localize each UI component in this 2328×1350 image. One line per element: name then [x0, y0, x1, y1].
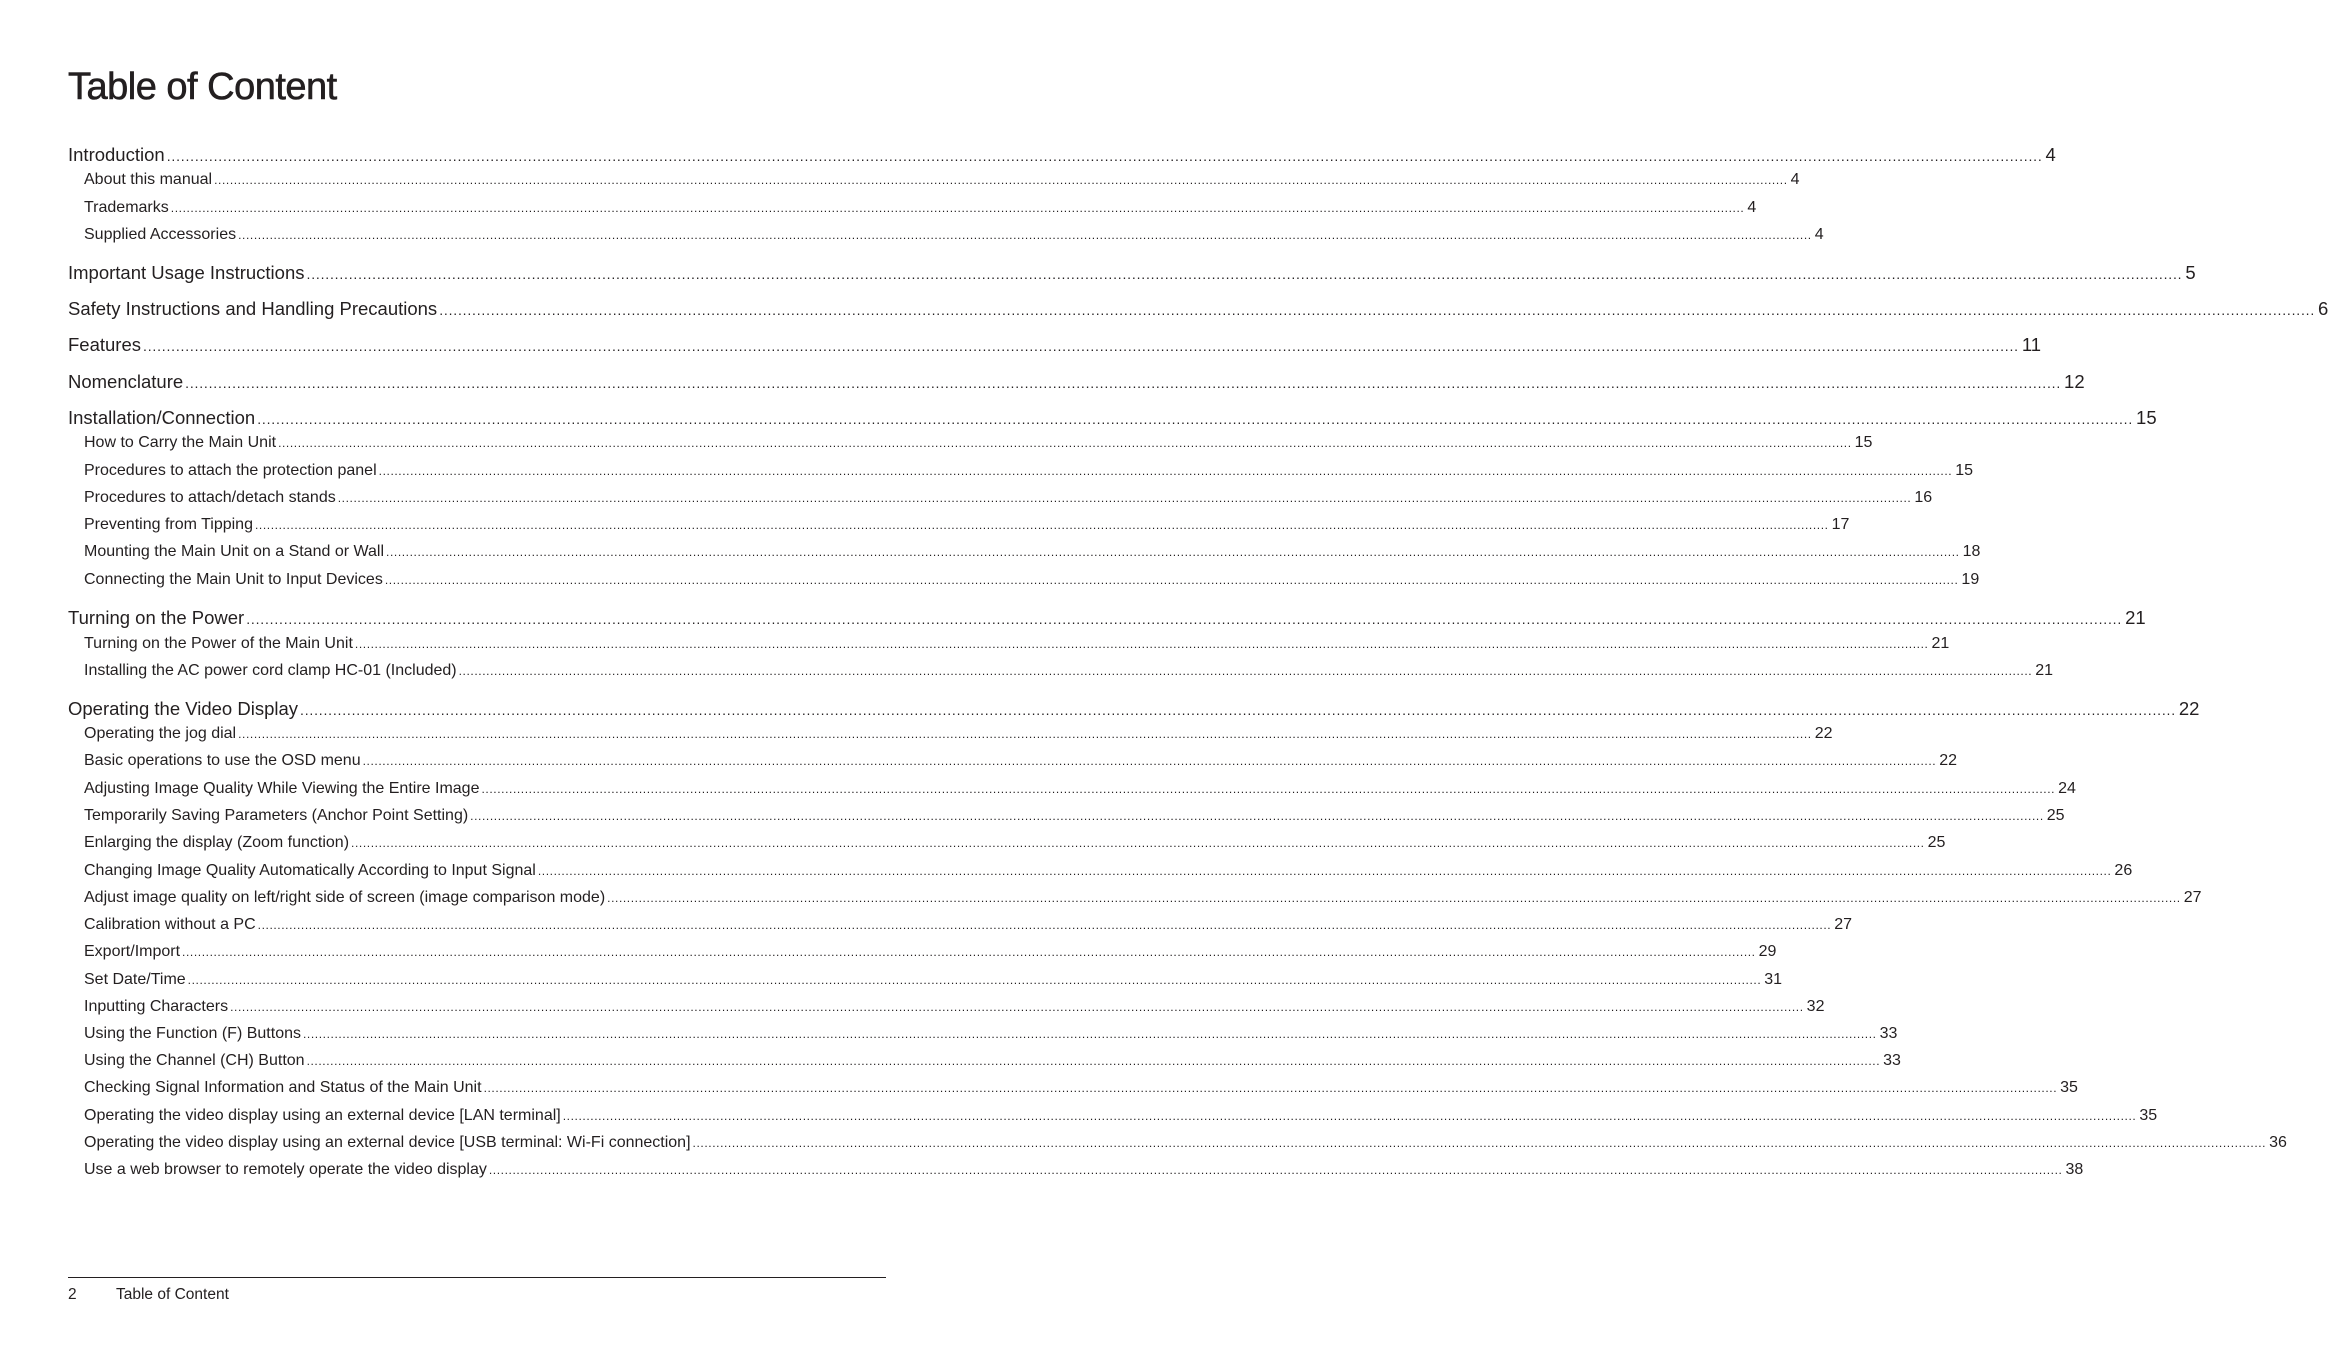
- toc-entry-chapter[interactable]: [68, 605, 2146, 631]
- toc-entry-page: 24: [2058, 780, 2076, 797]
- toc-entry-title: Procedures to attach the protection panel: [84, 462, 377, 479]
- toc-entry-title: Procedures to attach/detach stands: [84, 489, 336, 506]
- toc-entry-section[interactable]: [84, 750, 1957, 772]
- toc-entry-page: 6: [2318, 298, 2328, 319]
- toc-leader-dots: ................................................................................................................................................................................................................................................................................................................................................................................................................: [470, 809, 2044, 823]
- toc-entry-title: Checking Signal Information and Status of the Main Unit: [84, 1079, 482, 1096]
- toc-entry-title: About this manual: [84, 171, 213, 188]
- toc-entry-title: Adjusting Image Quality While Viewing the Entire Image: [84, 780, 480, 797]
- toc-entry-title: Important Usage Instructions: [68, 262, 305, 283]
- toc-leader-dots: ................................................................................................................................................................................................................................................................................................................................................................................................................: [238, 727, 1812, 741]
- footer-label: Table of Content: [116, 1286, 229, 1303]
- toc-leader-dots: ................................................................................................................................................................................................................................................................................................................................................................................................................: [257, 411, 2134, 427]
- toc-entry-section[interactable]: [84, 487, 1933, 509]
- toc-entry-chapter[interactable]: [68, 696, 2200, 722]
- toc-entry-chapter[interactable]: [68, 296, 2328, 322]
- toc-entry-page: 4: [1814, 226, 1824, 243]
- toc-entry-section[interactable]: [84, 224, 1824, 246]
- toc-entry-section[interactable]: [84, 1077, 2078, 1099]
- toc-leader-dots: ................................................................................................................................................................................................................................................................................................................................................................................................................: [483, 1081, 2058, 1095]
- toc-entry-section[interactable]: [84, 1050, 1901, 1072]
- toc-entry-chapter[interactable]: [68, 405, 2157, 431]
- toc-leader-dots: ................................................................................................................................................................................................................................................................................................................................................................................................................: [458, 664, 2033, 678]
- toc-entry-chapter[interactable]: [68, 142, 2056, 168]
- toc-leader-dots: ................................................................................................................................................................................................................................................................................................................................................................................................................: [230, 1000, 1804, 1014]
- toc-leader-dots: ................................................................................................................................................................................................................................................................................................................................................................................................................: [362, 754, 1937, 768]
- toc-entry-title: Operating the video display using an external device [USB terminal: Wi-Fi connection]: [84, 1134, 691, 1151]
- toc-entry-section[interactable]: [84, 832, 1946, 854]
- toc-entry-title: Export/Import: [84, 943, 181, 960]
- toc-leader-dots: ................................................................................................................................................................................................................................................................................................................................................................................................................: [187, 973, 1762, 987]
- toc-entry-page: 27: [1834, 916, 1853, 933]
- toc-leader-dots: ................................................................................................................................................................................................................................................................................................................................................................................................................: [692, 1136, 2267, 1150]
- toc-entry-page: 25: [1927, 834, 1946, 851]
- toc-leader-dots: ................................................................................................................................................................................................................................................................................................................................................................................................................: [254, 518, 1829, 532]
- footer-page-number: 2: [68, 1286, 77, 1303]
- toc-entry-page: 33: [1883, 1052, 1901, 1069]
- toc-entry-title: Inputting Characters: [84, 998, 229, 1015]
- toc-entry-title: Safety Instructions and Handling Precautions: [68, 298, 438, 319]
- toc-entry-title: Features: [68, 334, 142, 355]
- toc-leader-dots: ................................................................................................................................................................................................................................................................................................................................................................................................................: [306, 1054, 1881, 1068]
- toc-leader-dots: ................................................................................................................................................................................................................................................................................................................................................................................................................: [354, 637, 1929, 651]
- toc-entry-page: 27: [2183, 889, 2202, 906]
- toc-entry-page: 4: [1747, 199, 1757, 216]
- toc-entry-page: 11: [2021, 334, 2042, 355]
- toc-entry-chapter[interactable]: [68, 332, 2042, 358]
- toc-entry-section[interactable]: [84, 1105, 2158, 1127]
- toc-entry-section[interactable]: [84, 805, 2065, 827]
- toc-entry-section[interactable]: [84, 197, 1757, 219]
- toc-entry-title: Enlarging the display (Zoom function): [84, 834, 350, 851]
- toc-entry-title: Use a web browser to remotely operate the video display: [84, 1161, 487, 1178]
- toc-entry-title: Using the Function (F) Buttons: [84, 1025, 301, 1042]
- toc-entry-page: 33: [1879, 1025, 1898, 1042]
- toc-entry-page: 15: [1955, 462, 1974, 479]
- toc-entry-page: 22: [1939, 752, 1957, 769]
- toc-entry-title: Connecting the Main Unit to Input Devices: [84, 571, 383, 588]
- toc-leader-dots: ................................................................................................................................................................................................................................................................................................................................................................................................................: [337, 491, 1912, 505]
- toc-entry-section[interactable]: [84, 660, 2054, 682]
- toc-leader-dots: ................................................................................................................................................................................................................................................................................................................................................................................................................: [306, 266, 2183, 282]
- toc-entry-section[interactable]: [84, 723, 1833, 745]
- toc-leader-dots: ................................................................................................................................................................................................................................................................................................................................................................................................................: [238, 228, 1812, 242]
- toc-entry-title: Mounting the Main Unit on a Stand or Wall: [84, 543, 385, 560]
- toc-entry-title: Set Date/Time: [84, 971, 186, 988]
- toc-entry-chapter[interactable]: [68, 260, 2196, 286]
- toc-entry-page: 22: [2178, 698, 2200, 719]
- toc-leader-dots: ................................................................................................................................................................................................................................................................................................................................................................................................................: [386, 545, 1960, 559]
- toc-leader-dots: ................................................................................................................................................................................................................................................................................................................................................................................................................: [170, 201, 1745, 215]
- toc-entry-title: Operating the video display using an external device [LAN terminal]: [84, 1107, 561, 1124]
- toc-leader-dots: ................................................................................................................................................................................................................................................................................................................................................................................................................: [562, 1109, 2137, 1123]
- toc-entry-section[interactable]: [84, 1132, 2287, 1154]
- toc-entry-title: Using the Channel (CH) Button: [84, 1052, 305, 1069]
- toc-entry-section[interactable]: [84, 569, 1980, 591]
- toc-entry-section[interactable]: [84, 969, 1783, 991]
- toc-entry-section[interactable]: [84, 541, 1981, 563]
- toc-entry-page: 22: [1814, 725, 1833, 742]
- toc-entry-title: Trademarks: [84, 199, 169, 216]
- toc-leader-dots: ................................................................................................................................................................................................................................................................................................................................................................................................................: [439, 302, 2316, 318]
- toc-leader-dots: ................................................................................................................................................................................................................................................................................................................................................................................................................: [351, 836, 1925, 850]
- toc-entry-page: 31: [1764, 971, 1783, 988]
- toc-entry-section[interactable]: [84, 432, 1873, 454]
- toc-entry-title: Operating the Video Display: [68, 698, 299, 719]
- toc-entry-page: 38: [2065, 1161, 2084, 1178]
- toc-entry-title: How to Carry the Main Unit: [84, 434, 277, 451]
- toc-leader-dots: ................................................................................................................................................................................................................................................................................................................................................................................................................: [481, 782, 2056, 796]
- toc-entry-title: Turning on the Power: [68, 607, 245, 628]
- toc-entry-title: Adjust image quality on left/right side of screen (image comparison mode): [84, 889, 606, 906]
- toc-entry-page: 21: [1931, 635, 1950, 652]
- toc-entry-page: 36: [2269, 1134, 2287, 1151]
- toc-entry-page: 32: [1806, 998, 1825, 1015]
- toc-leader-dots: ................................................................................................................................................................................................................................................................................................................................................................................................................: [378, 464, 1953, 478]
- toc-entry-page: 16: [1914, 489, 1933, 506]
- toc-entry-title: Basic operations to use the OSD menu: [84, 752, 361, 769]
- toc-leader-dots: ................................................................................................................................................................................................................................................................................................................................................................................................................: [166, 148, 2043, 164]
- toc-entry-page: 5: [2185, 262, 2196, 283]
- toc-entry-section[interactable]: [84, 514, 1850, 536]
- toc-leader-dots: ................................................................................................................................................................................................................................................................................................................................................................................................................: [182, 945, 1756, 959]
- footer-divider: [68, 1277, 886, 1278]
- toc-leader-dots: ................................................................................................................................................................................................................................................................................................................................................................................................................: [488, 1163, 2063, 1177]
- toc-entry-title: Installing the AC power cord clamp HC-01 (Included): [84, 662, 457, 679]
- toc-entry-title: Calibration without a PC: [84, 916, 256, 933]
- toc-entry-title: Installation/Connection: [68, 407, 256, 428]
- toc-entry-page: 21: [2125, 607, 2146, 628]
- toc-leader-dots: ................................................................................................................................................................................................................................................................................................................................................................................................................: [384, 573, 1959, 587]
- toc-entry-page: 15: [1854, 434, 1873, 451]
- toc-entry-section[interactable]: [84, 887, 2202, 909]
- toc-entry-section[interactable]: [84, 778, 2076, 800]
- toc-entry-section[interactable]: [84, 941, 1777, 963]
- toc-entry-section[interactable]: [84, 996, 1825, 1018]
- toc-leader-dots: ................................................................................................................................................................................................................................................................................................................................................................................................................: [214, 173, 1788, 187]
- toc-entry-section[interactable]: [84, 1023, 1898, 1045]
- toc-leader-dots: ................................................................................................................................................................................................................................................................................................................................................................................................................: [257, 918, 1832, 932]
- toc-leader-dots: ................................................................................................................................................................................................................................................................................................................................................................................................................: [537, 864, 2112, 878]
- toc-entry-title: Temporarily Saving Parameters (Anchor Point Setting): [84, 807, 469, 824]
- toc-entry-page: 17: [1831, 516, 1850, 533]
- toc-entry-page: 35: [2139, 1107, 2158, 1124]
- toc-entry-section[interactable]: [84, 1159, 2084, 1181]
- toc-leader-dots: ................................................................................................................................................................................................................................................................................................................................................................................................................: [300, 702, 2176, 718]
- toc-entry-title: Operating the jog dial: [84, 725, 237, 742]
- toc-entry-section[interactable]: [84, 914, 1853, 936]
- toc-leader-dots: ................................................................................................................................................................................................................................................................................................................................................................................................................: [185, 375, 2062, 391]
- toc-entry-page: 29: [1758, 943, 1777, 960]
- toc-entry-page: 19: [1961, 571, 1980, 588]
- toc-entry-title: Changing Image Quality Automatically According to Input Signal: [84, 862, 536, 879]
- toc-entry-chapter[interactable]: [68, 369, 2085, 395]
- toc-entry-title: Nomenclature: [68, 371, 184, 392]
- toc-entry-page: 21: [2035, 662, 2054, 679]
- page-title: Table of Content: [68, 66, 337, 108]
- toc-leader-dots: ................................................................................................................................................................................................................................................................................................................................................................................................................: [278, 436, 1852, 450]
- toc-entry-title: Preventing from Tipping: [84, 516, 253, 533]
- toc-entry-title: Turning on the Power of the Main Unit: [84, 635, 353, 652]
- toc-entry-page: 18: [1962, 543, 1981, 560]
- toc-entry-page: 4: [1790, 171, 1800, 188]
- toc-entry-section[interactable]: [84, 460, 1974, 482]
- toc-entry-page: 26: [2114, 862, 2133, 879]
- toc-entry-page: 25: [2046, 807, 2065, 824]
- toc-leader-dots: ................................................................................................................................................................................................................................................................................................................................................................................................................: [302, 1027, 1877, 1041]
- toc-leader-dots: ................................................................................................................................................................................................................................................................................................................................................................................................................: [607, 891, 2181, 905]
- toc-entry-section[interactable]: [84, 169, 1800, 191]
- toc-entry-title: Supplied Accessories: [84, 226, 237, 243]
- toc-leader-dots: ................................................................................................................................................................................................................................................................................................................................................................................................................: [246, 611, 2123, 627]
- toc-leader-dots: ................................................................................................................................................................................................................................................................................................................................................................................................................: [143, 338, 2019, 354]
- toc-entry-section[interactable]: [84, 860, 2133, 882]
- toc-entry-section[interactable]: [84, 633, 1950, 655]
- toc-entry-page: 35: [2060, 1079, 2078, 1096]
- toc-entry-page: 12: [2064, 371, 2085, 392]
- toc-entry-page: 15: [2136, 407, 2157, 428]
- toc-entry-page: 4: [2045, 144, 2056, 165]
- toc-entry-title: Introduction: [68, 144, 165, 165]
